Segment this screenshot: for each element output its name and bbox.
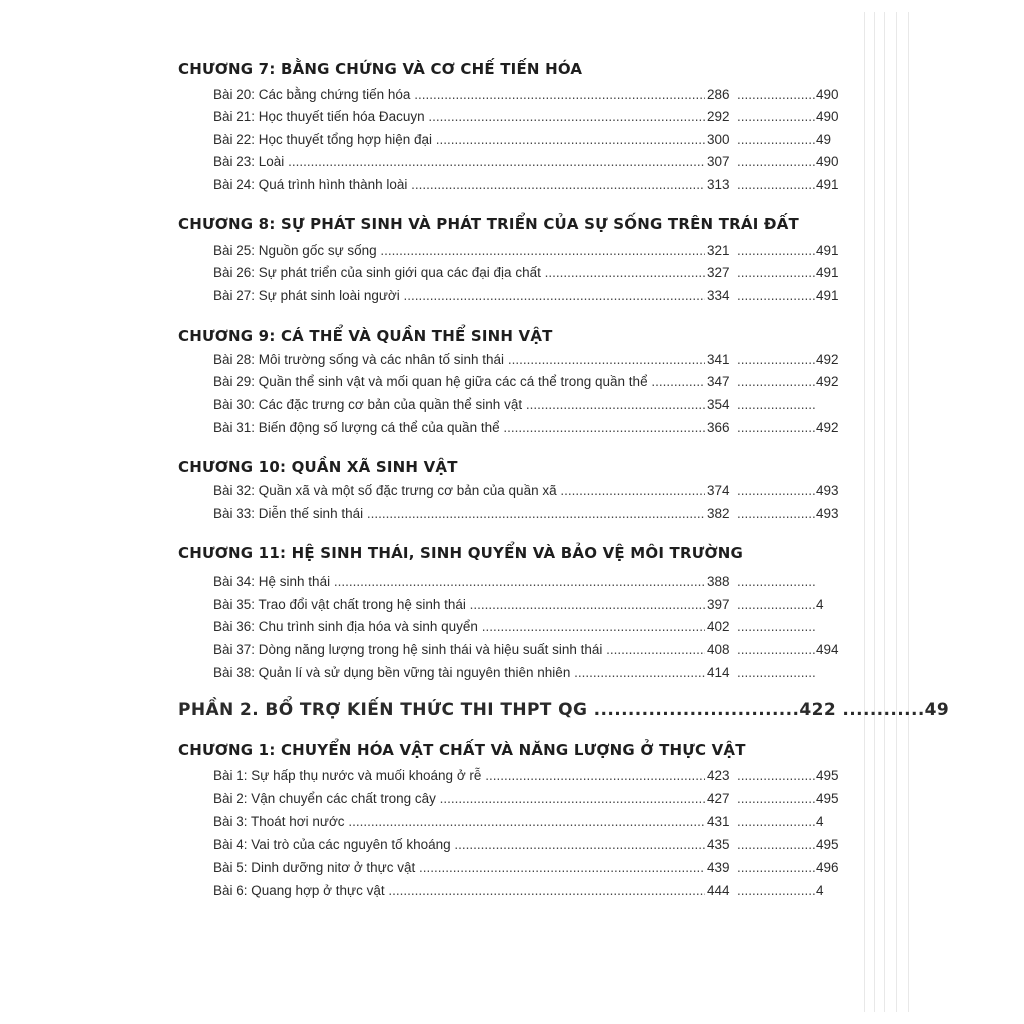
toc-row[interactable] [213, 264, 840, 282]
toc-row[interactable] [213, 373, 840, 391]
answer-page-number: 49 [816, 132, 832, 147]
page-number: 427 [707, 791, 730, 806]
chapter-9-heading: CHƯƠNG 9: CÁ THỂ VÀ QUẦN THỂ SINH VẬT [178, 327, 553, 345]
toc-row[interactable] [213, 351, 840, 369]
toc-row[interactable] [213, 596, 840, 614]
toc-row[interactable] [213, 396, 840, 414]
answer-page-number: 4 [816, 814, 824, 829]
lesson-title: Bài 2: Vận chuyển các chất trong cây ..... [213, 791, 705, 806]
chapter-8-heading: CHƯƠNG 8: SỰ PHÁT SINH VÀ PHÁT TRIỂN CỦA SỰ SỐNG TRÊN TRÁI ĐẤT [178, 215, 799, 233]
lesson-title: Bài 4: Vai trò của các nguyên tố khoáng ..... [213, 837, 705, 852]
page-number: 402 [707, 619, 730, 634]
toc-row[interactable] [213, 505, 840, 523]
answer-page-number: 493 [816, 483, 839, 498]
toc-row[interactable] [213, 664, 840, 682]
answer-page-number: 493 [816, 506, 839, 521]
page-number: 414 [707, 665, 730, 680]
lesson-title: Bài 5: Dinh dưỡng nitơ ở thực vật ..... [213, 860, 705, 875]
toc-row[interactable] [213, 419, 840, 437]
toc-row[interactable] [213, 86, 840, 104]
lesson-title: Bài 33: Diễn thế sinh thái ..... [213, 506, 705, 521]
answer-page-number: 491 [816, 265, 839, 280]
page-number: 341 [707, 352, 730, 367]
toc-row[interactable] [213, 573, 840, 591]
answer-page-number: 495 [816, 768, 839, 783]
page-number: 300 [707, 132, 730, 147]
part2-chapter-1-heading: CHƯƠNG 1: CHUYỂN HÓA VẬT CHẤT VÀ NĂNG LƯỢNG Ở THỰC VẬT [178, 741, 746, 759]
lesson-title: Bài 28: Môi trường sống và các nhân tố sinh thái ..... [213, 352, 705, 367]
answer-page-number: 4 [816, 883, 824, 898]
answer-page-number: 490 [816, 87, 839, 102]
lesson-title: Bài 25: Nguồn gốc sự sống ..... [213, 243, 705, 258]
toc-row[interactable] [213, 836, 840, 854]
answer-page-number: 491 [816, 243, 839, 258]
lesson-title: Bài 26: Sự phát triển của sinh giới qua các đại địa chất ..... [213, 265, 705, 280]
chapter-7-heading: CHƯƠNG 7: BẰNG CHỨNG VÀ CƠ CHẾ TIẾN HÓA [178, 60, 583, 78]
page-number: 408 [707, 642, 730, 657]
page-number: 313 [707, 177, 730, 192]
toc-row[interactable] [213, 108, 840, 126]
answer-page-number: 495 [816, 837, 839, 852]
lesson-title: Bài 31: Biến động số lượng cá thể của quần thể ..... [213, 420, 705, 435]
page-number: 347 [707, 374, 730, 389]
page-number: 374 [707, 483, 730, 498]
toc-row[interactable] [213, 242, 840, 260]
lesson-title: Bài 22: Học thuyết tổng hợp hiện đại ..... [213, 132, 705, 147]
page-number: 307 [707, 154, 730, 169]
lesson-title: Bài 21: Học thuyết tiến hóa Đacuyn ..... [213, 109, 705, 124]
page-number: 366 [707, 420, 730, 435]
lesson-title: Bài 29: Quần thể sinh vật và mối quan hệ giữa các cá thể trong quần thể ..... [213, 374, 705, 389]
lesson-title: Bài 34: Hệ sinh thái ..... [213, 574, 705, 589]
page-number: 292 [707, 109, 730, 124]
toc-row[interactable] [213, 882, 840, 900]
page-number: 354 [707, 397, 730, 412]
toc-row[interactable] [213, 618, 840, 636]
toc-row[interactable] [213, 482, 840, 500]
toc-row[interactable] [213, 131, 840, 149]
page-number: 388 [707, 574, 730, 589]
page-number: 397 [707, 597, 730, 612]
answer-page-number: 492 [816, 352, 839, 367]
page-number: 444 [707, 883, 730, 898]
toc-row[interactable] [213, 176, 840, 194]
answer-page-number: 494 [816, 642, 839, 657]
toc-row[interactable] [213, 153, 840, 171]
lesson-title: Bài 27: Sự phát sinh loài người ..... [213, 288, 705, 303]
toc-row[interactable] [213, 287, 840, 305]
page-number: 431 [707, 814, 730, 829]
toc-row[interactable] [213, 767, 840, 785]
toc-row[interactable] [213, 790, 840, 808]
answer-page-number: 491 [816, 288, 839, 303]
lesson-title: Bài 1: Sự hấp thụ nước và muối khoáng ở rễ ..... [213, 768, 705, 783]
page-number: 382 [707, 506, 730, 521]
answer-page-number: 490 [816, 109, 839, 124]
answer-page-number: 492 [816, 420, 839, 435]
answer-page-number: 496 [816, 860, 839, 875]
lesson-title: Bài 37: Dòng năng lượng trong hệ sinh thái và hiệu suất sinh thái ..... [213, 642, 705, 657]
lesson-title: Bài 23: Loài ..... [213, 154, 705, 169]
lesson-title: Bài 36: Chu trình sinh địa hóa và sinh quyển ..... [213, 619, 705, 634]
part-2-heading: PHẦN 2. BỔ TRỢ KIẾN THỨC THI THPT QG ..............................422 ............49 [178, 700, 950, 720]
page-number: 439 [707, 860, 730, 875]
page-number: 321 [707, 243, 730, 258]
page-number: 435 [707, 837, 730, 852]
answer-page-number: 492 [816, 374, 839, 389]
answer-page-number: 490 [816, 154, 839, 169]
lesson-title: Bài 6: Quang hợp ở thực vật ..... [213, 883, 705, 898]
toc-row[interactable] [213, 859, 840, 877]
answer-page-number: 495 [816, 791, 839, 806]
page-number: 286 [707, 87, 730, 102]
page-number: 423 [707, 768, 730, 783]
answer-page-number: 4 [816, 597, 824, 612]
lesson-title: Bài 38: Quản lí và sử dụng bền vững tài nguyên thiên nhiên ..... [213, 665, 705, 680]
toc-row[interactable] [213, 641, 840, 659]
chapter-11-heading: CHƯƠNG 11: HỆ SINH THÁI, SINH QUYỂN VÀ BẢO VỆ MÔI TRƯỜNG [178, 544, 744, 562]
lesson-title: Bài 35: Trao đổi vật chất trong hệ sinh thái ..... [213, 597, 705, 612]
lesson-title: Bài 3: Thoát hơi nước ..... [213, 814, 705, 829]
lesson-title: Bài 30: Các đặc trưng cơ bản của quần thể sinh vật ..... [213, 397, 705, 412]
lesson-title: Bài 20: Các bằng chứng tiến hóa ..... [213, 87, 705, 102]
lesson-title: Bài 32: Quần xã và một số đặc trưng cơ bản của quần xã ..... [213, 483, 705, 498]
toc-row[interactable] [213, 813, 840, 831]
lesson-title: Bài 24: Quá trình hình thành loài ..... [213, 177, 705, 192]
answer-page-number: 491 [816, 177, 839, 192]
page-number: 327 [707, 265, 730, 280]
page-number: 334 [707, 288, 730, 303]
chapter-10-heading: CHƯƠNG 10: QUẦN XÃ SINH VẬT [178, 458, 458, 476]
